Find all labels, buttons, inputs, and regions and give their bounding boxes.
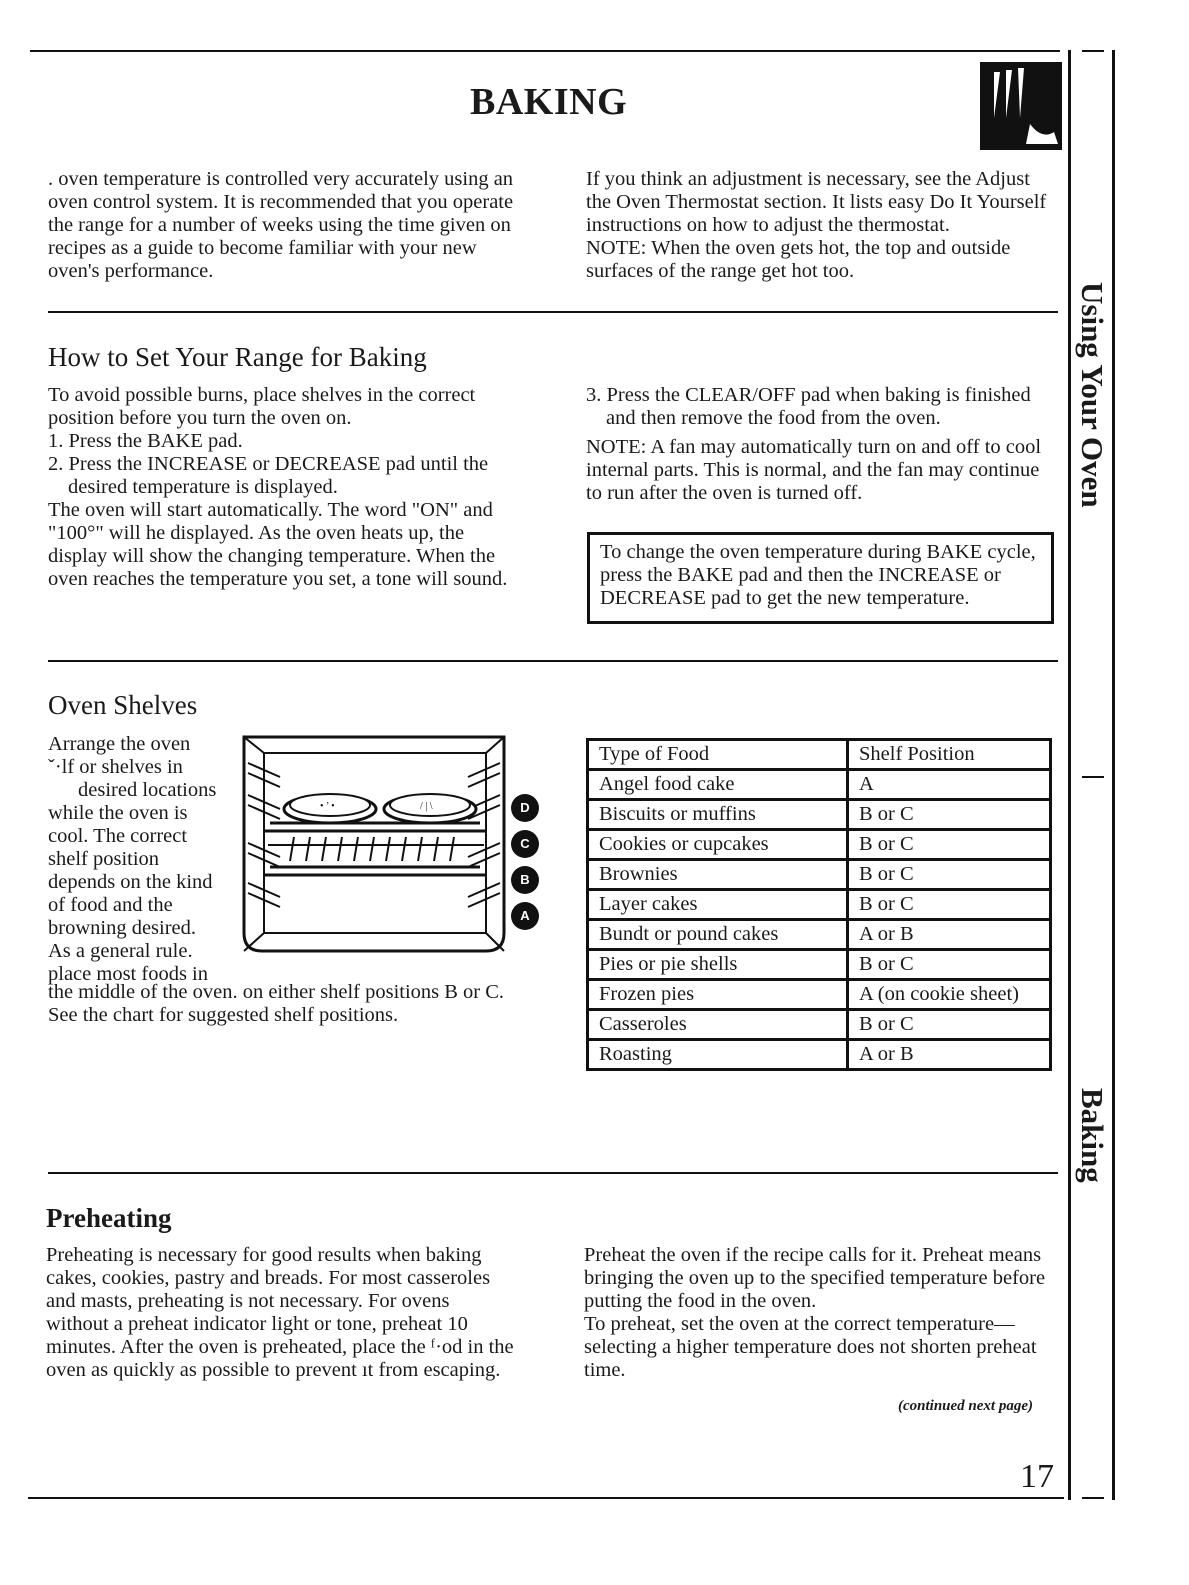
intro-left: . oven temperature is controlled very accurately using an oven control system. It is recommended that you operate the range for a number of weeks using the time given on recipes as a guide to become familiar with your new oven's performance. (48, 168, 514, 282)
hand-pointing-icon (980, 62, 1062, 150)
oven-shelves-illustration (234, 733, 544, 963)
table-cell-position: A (848, 770, 1051, 800)
table-cell-food: Frozen pies (588, 980, 848, 1010)
oven-shelves-heading: Oven Shelves (48, 690, 198, 720)
table-header-row (588, 740, 1051, 770)
right-edge-rule (1112, 50, 1115, 1500)
sidebar-tab-using-your-oven: Using Your Oven (1075, 282, 1110, 508)
section-rule-3 (48, 1172, 1058, 1174)
table-cell-position: A (on cookie sheet) (848, 980, 1051, 1010)
table-row (588, 920, 1051, 950)
table-row (588, 1010, 1051, 1040)
preheating-right: Preheat the oven if the recipe calls for it. Preheat means bringing the oven up to the specified temperature before putting the food in the oven. To preheat, set the oven at the correct temperature— selecting a higher temperature does not shorten preheat time. (584, 1244, 1046, 1381)
table-row (588, 830, 1051, 860)
table-cell-food: Casseroles (588, 1010, 848, 1040)
table-row (588, 800, 1051, 830)
table-cell-food: Cookies or cupcakes (588, 830, 848, 860)
top-rule (30, 50, 1060, 52)
oven-shelves-text-tail: the middle of the oven. on either shelf positions B or C. See the chart for suggested shelf positions. (48, 981, 505, 1026)
table-cell-position: B or C (848, 1010, 1051, 1040)
bottom-rule (28, 1497, 1064, 1499)
page-number: 17 (1020, 1458, 1054, 1495)
table-header-food: Type of Food (588, 740, 848, 770)
shelf-marker-b: B (511, 866, 539, 894)
table-cell-position: A or B (848, 920, 1051, 950)
table-cell-food: Brownies (588, 860, 848, 890)
how-to-set-left: To avoid possible burns, place shelves in the correct position before you turn the oven on. 1. Press the BAKE pad. 2. Press the INCREASE or DECREASE pad until the desired temperature is displayed. The oven will start automatically. The word "ON" and "100°" will he displayed. As the oven heats up, the display will show the changing temperature. When the oven reaches the temperature you set, a tone will sound. (48, 384, 508, 590)
table-row (588, 890, 1051, 920)
continued-next-page: (continued next page) (898, 1398, 1033, 1414)
temperature-change-note-box: To change the oven temperature during BAKE cycle, press the BAKE pad and then the INCREASE or DECREASE pad to get the new temperature. (587, 532, 1054, 624)
table-cell-food: Biscuits or muffins (588, 800, 848, 830)
table-row (588, 770, 1051, 800)
shelf-marker-c: C (511, 830, 539, 858)
sidebar-tab-baking: Baking (1075, 1088, 1110, 1183)
table-cell-position: A or B (848, 1040, 1051, 1070)
how-to-set-right: 3. Press the CLEAR/OFF pad when baking is finished and then remove the food from the oven. NOTE: A fan may automatically turn on and off to cool internal parts. This is normal, and the fan may continue to run after the oven is turned off. (586, 384, 1042, 504)
bottom-tick (1082, 1497, 1104, 1499)
table-row (588, 980, 1051, 1010)
preheating-heading: Preheating (46, 1203, 172, 1233)
table-cell-position: B or C (848, 830, 1051, 860)
table-header-position: Shelf Position (848, 740, 1051, 770)
section-rule-1 (48, 311, 1058, 313)
table-row (588, 950, 1051, 980)
how-to-set-heading: How to Set Your Range for Baking (48, 342, 427, 372)
table-cell-position: B or C (848, 950, 1051, 980)
table-cell-food: Pies or pie shells (588, 950, 848, 980)
preheating-left: Preheating is necessary for good results when baking cakes, cookies, pastry and breads. For most casseroles and masts, preheating is not necessary. For ovens without a preheat indicator light or tone, preheat 10 minutes. After the oven is preheated, place the ᶠ·od in the oven as quickly as possible to prevent ıt from escaping. (46, 1244, 514, 1381)
table-row (588, 860, 1051, 890)
table-cell-food: Bundt or pound cakes (588, 920, 848, 950)
svg-text:/ | \: / | \ (420, 801, 433, 812)
shelf-position-table (586, 738, 1052, 1071)
right-tick-mid (1082, 776, 1104, 778)
table-cell-food: Angel food cake (588, 770, 848, 800)
right-margin-rule (1068, 50, 1071, 1500)
section-rule-2 (48, 660, 1058, 662)
right-tick-top (1082, 50, 1104, 52)
shelf-marker-d: D (511, 794, 539, 822)
table-cell-position: B or C (848, 890, 1051, 920)
table-cell-position: B or C (848, 860, 1051, 890)
table-cell-food: Roasting (588, 1040, 848, 1070)
page-title: BAKING (470, 81, 628, 123)
intro-right: If you think an adjustment is necessary, see the Adjust the Oven Thermostat section. It lists easy Do It Yourself instructions on how to adjust the thermostat. NOTE: When the oven gets hot, the top and outside surfaces of the range get hot too. (586, 168, 1047, 282)
svg-text:• ’ •: • ’ • (320, 801, 335, 812)
table-cell-position: B or C (848, 800, 1051, 830)
table-row (588, 1040, 1051, 1070)
oven-shelves-text: Arrange the oven ˇ·lf or shelves in desired locations while the oven is cool. The correct shelf position depends on the kind of food and the browning desired. As a general rule. place most foods in (48, 733, 217, 985)
shelf-marker-a: A (511, 902, 539, 930)
table-cell-food: Layer cakes (588, 890, 848, 920)
